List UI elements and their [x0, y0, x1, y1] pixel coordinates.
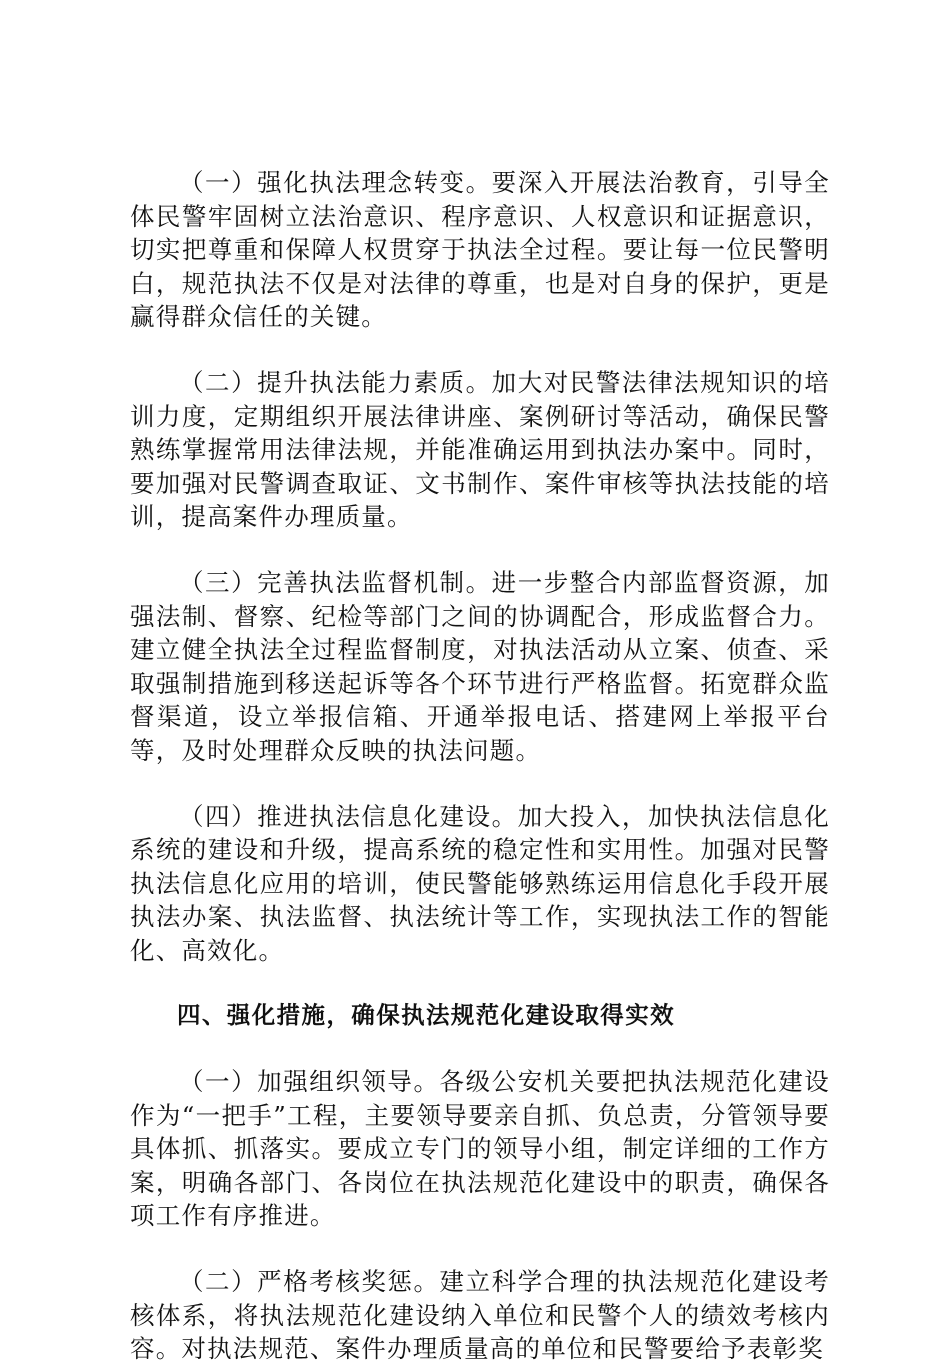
document-body: [130, 166, 830, 1366]
paragraph-improve-supervision-mechanism: （三）完善执法监督机制。进一步整合内部监督资源，加强法制、督察、纪检等部门之间的协调配合，形成监督合力。建立健全执法全过程监督制度，对执法活动从立案、侦查、采取强制措施到移送起诉等各个环节进行严格监督。拓宽群众监督渠道，设立举报信箱、开通举报电话、搭建网上举报平台等，及时处理群众反映的执法问题。: [130, 567, 830, 765]
paragraph-promote-informatization: （四）推进执法信息化建设。加大投入，加快执法信息化系统的建设和升级，提高系统的稳定性和实用性。加强对民警执法信息化应用的培训，使民警能够熟练运用信息化手段开展执法办案、执法监督、执法统计等工作，实现执法工作的智能化、高效化。: [130, 801, 830, 965]
paragraph-spacer: [130, 1233, 830, 1265]
paragraph-spacer: [130, 334, 830, 366]
paragraph-spacer: [130, 967, 830, 999]
paragraph-spacer: [130, 534, 830, 566]
paragraph-spacer: [130, 1033, 830, 1065]
paragraph-strengthen-leadership: （一）加强组织领导。各级公安机关要把执法规范化建设作为“一把手”工程，主要领导要亲自抓、负总责，分管领导要具体抓、抓落实。要成立专门的领导小组，制定详细的工作方案，明确各部门、各岗位在执法规范化建设中的职责，确保各项工作有序推进。: [130, 1067, 830, 1231]
paragraph-spacer: [130, 768, 830, 800]
paragraph-strict-assessment: （二）严格考核奖惩。建立科学合理的执法规范化建设考核体系，将执法规范化建设纳入单位和民警个人的绩效考核内容。对执法规范、案件办理质量高的单位和民警要给予表彰奖: [130, 1267, 830, 1364]
paragraph-strengthen-law-enforcement-concept: （一）强化执法理念转变。要深入开展法治教育，引导全体民警牢固树立法治意识、程序意识、人权意识和证据意识，切实把尊重和保障人权贯穿于执法全过程。要让每一位民警明白，规范执法不仅是对法律的尊重，也是对自身的保护，更是赢得群众信任的关键。: [130, 168, 830, 332]
section-heading: 四、强化措施，确保执法规范化建设取得实效: [177, 1001, 675, 1030]
paragraph-improve-enforcement-ability: （二）提升执法能力素质。加大对民警法律法规知识的培训力度，定期组织开展法律讲座、案例研讨等活动，确保民警熟练掌握常用法律法规，并能准确运用到执法办案中。同时，要加强对民警调查取证、文书制作、案件审核等执法技能的培训，提高案件办理质量。: [130, 367, 830, 532]
